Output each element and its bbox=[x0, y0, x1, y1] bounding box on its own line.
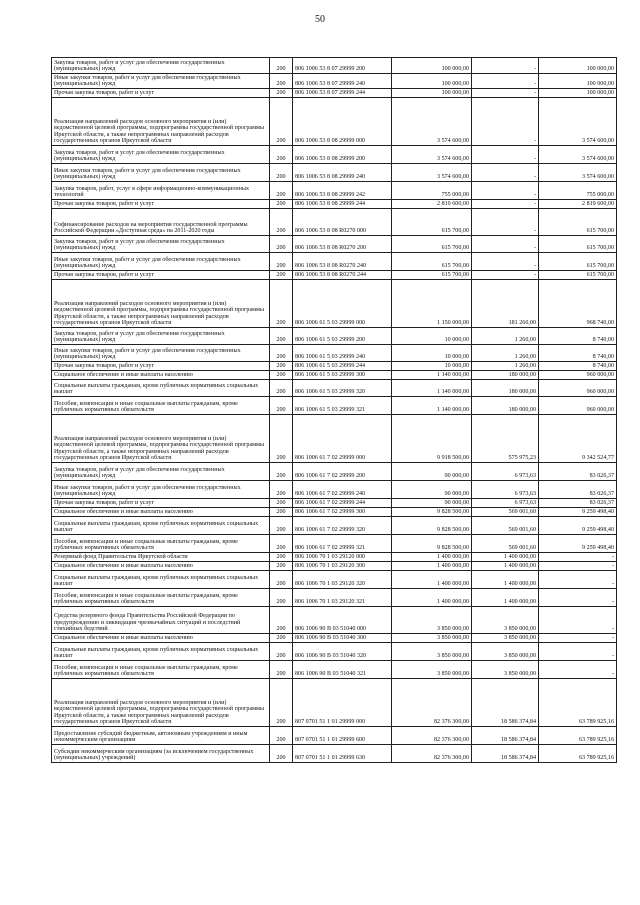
row-name: Средства резервного фонда Правительства Российской Федерации по предупреждению и ликвидации чрезвычайных ситуаций и последствий стихийных бедствий bbox=[52, 607, 270, 634]
row-remaining-amount: 615 700,00 bbox=[539, 253, 617, 271]
row-remaining-amount: 8 740,00 bbox=[539, 328, 617, 345]
row-approved-amount: 615 700,00 bbox=[392, 253, 472, 271]
row-classification: 806 1006 61 7 02 29999 244 bbox=[293, 499, 392, 508]
row-name: Закупка товаров, работ и услуг для обеспечения государственных (муниципальных) нужд bbox=[52, 146, 270, 164]
row-classification: 806 1006 53 8 07 29999 200 bbox=[293, 58, 392, 74]
row-classification: 806 1006 53 8 07 29999 244 bbox=[293, 89, 392, 98]
table-row bbox=[52, 253, 617, 271]
row-approved-amount: 3 574 600,00 bbox=[392, 98, 472, 146]
row-remaining-amount: - bbox=[539, 553, 617, 562]
row-remaining-amount: 8 740,00 bbox=[539, 362, 617, 371]
row-remaining-amount: 83 026,37 bbox=[539, 481, 617, 499]
row-remaining-amount: 9 259 498,40 bbox=[539, 517, 617, 535]
row-remaining-amount: 8 740,00 bbox=[539, 345, 617, 362]
table-row bbox=[52, 58, 617, 74]
row-name: Социальное обеспечение и иные выплаты населению bbox=[52, 634, 270, 643]
row-remaining-amount: - bbox=[539, 643, 617, 661]
row-classification: 806 1006 53 8 08 29999 000 bbox=[293, 98, 392, 146]
row-classification: 806 1006 61 5 03 29999 244 bbox=[293, 362, 392, 371]
row-approved-amount: 10 000,00 bbox=[392, 345, 472, 362]
page-number: 50 bbox=[315, 14, 325, 25]
table-row bbox=[52, 397, 617, 415]
row-classification: 806 1006 53 8 08 R0270 000 bbox=[293, 209, 392, 236]
table-row bbox=[52, 553, 617, 562]
row-classification: 806 1006 70 1 03 29120 321 bbox=[293, 589, 392, 607]
table-row bbox=[52, 508, 617, 517]
table-row bbox=[52, 328, 617, 345]
row-remaining-amount: 2 819 600,00 bbox=[539, 200, 617, 209]
table-row bbox=[52, 679, 617, 727]
row-code: 200 bbox=[270, 607, 293, 634]
row-approved-amount: 615 700,00 bbox=[392, 236, 472, 253]
table-row bbox=[52, 562, 617, 571]
row-name: Реализация направлений расходов основного мероприятия и (или) ведомственной целевой программы, подпрограммы государственной программы Иркутской области, а также непрограммных направлений расходов государственных органов Иркутской области bbox=[52, 280, 270, 328]
row-remaining-amount: 100 000,00 bbox=[539, 89, 617, 98]
row-remaining-amount: 960 000,00 bbox=[539, 397, 617, 415]
row-executed-amount: - bbox=[472, 236, 539, 253]
table-row bbox=[52, 74, 617, 89]
row-executed-amount: 1 260,00 bbox=[472, 328, 539, 345]
row-approved-amount: 1 140 000,00 bbox=[392, 397, 472, 415]
row-classification: 806 1006 53 8 08 R0270 240 bbox=[293, 253, 392, 271]
row-classification: 806 1006 70 1 03 29120 300 bbox=[293, 562, 392, 571]
row-code: 200 bbox=[270, 380, 293, 397]
row-approved-amount: 100 000,00 bbox=[392, 58, 472, 74]
row-approved-amount: 90 000,00 bbox=[392, 481, 472, 499]
row-code: 200 bbox=[270, 553, 293, 562]
table-row bbox=[52, 182, 617, 200]
table-row bbox=[52, 499, 617, 508]
row-remaining-amount: 3 574 600,00 bbox=[539, 98, 617, 146]
row-code: 200 bbox=[270, 571, 293, 589]
row-code: 200 bbox=[270, 589, 293, 607]
row-code: 200 bbox=[270, 745, 293, 763]
row-code: 200 bbox=[270, 463, 293, 481]
row-name: Социальное обеспечение и иные выплаты населению bbox=[52, 562, 270, 571]
row-classification: 806 1006 61 5 03 29999 321 bbox=[293, 397, 392, 415]
row-classification: 806 1006 70 1 03 29120 000 bbox=[293, 553, 392, 562]
row-approved-amount: 615 700,00 bbox=[392, 209, 472, 236]
row-name: Реализация направлений расходов основного мероприятия и (или) ведомственной целевой программы, подпрограммы государственной программы Иркутской области, а также непрограммных направлений расходов государственных органов Иркутской области bbox=[52, 679, 270, 727]
row-approved-amount: 90 000,00 bbox=[392, 499, 472, 508]
table-row bbox=[52, 98, 617, 146]
table-row bbox=[52, 89, 617, 98]
row-classification: 806 1006 90 В 03 51040 320 bbox=[293, 643, 392, 661]
table-row bbox=[52, 146, 617, 164]
table-row bbox=[52, 643, 617, 661]
row-executed-amount: 1 400 000,00 bbox=[472, 589, 539, 607]
row-name: Резервный фонд Правительства Иркутской области bbox=[52, 553, 270, 562]
row-name: Иные закупки товаров, работ и услуг для обеспечения государственных (муниципальных) нужд bbox=[52, 74, 270, 89]
row-approved-amount: 755 000,00 bbox=[392, 182, 472, 200]
row-approved-amount: 9 828 500,00 bbox=[392, 517, 472, 535]
row-name: Пособия, компенсации и иные социальные выплаты гражданам, кроме публичных нормативных обязательств bbox=[52, 661, 270, 679]
row-name: Социальные выплаты гражданам, кроме публичных нормативных социальных выплат bbox=[52, 643, 270, 661]
row-name: Закупка товаров, работ и услуг для обеспечения государственных (муниципальных) нужд bbox=[52, 58, 270, 74]
row-executed-amount: - bbox=[472, 146, 539, 164]
row-code: 200 bbox=[270, 508, 293, 517]
row-code: 200 bbox=[270, 481, 293, 499]
row-approved-amount: 3 850 000,00 bbox=[392, 643, 472, 661]
row-name: Иные закупки товаров, работ и услуг для обеспечения государственных (муниципальных) нужд bbox=[52, 345, 270, 362]
row-classification: 806 1006 53 8 07 29999 240 bbox=[293, 74, 392, 89]
row-approved-amount: 1 400 000,00 bbox=[392, 589, 472, 607]
row-code: 200 bbox=[270, 98, 293, 146]
row-code: 200 bbox=[270, 517, 293, 535]
row-name: Пособия, компенсации и иные социальные выплаты гражданам, кроме публичных нормативных обязательств bbox=[52, 397, 270, 415]
row-approved-amount: 1 400 000,00 bbox=[392, 562, 472, 571]
row-classification: 806 1006 53 8 08 R0270 200 bbox=[293, 236, 392, 253]
row-classification: 806 1006 61 7 02 29999 000 bbox=[293, 415, 392, 463]
row-classification: 806 1006 53 8 08 29999 240 bbox=[293, 164, 392, 182]
row-remaining-amount: - bbox=[539, 562, 617, 571]
row-code: 200 bbox=[270, 253, 293, 271]
row-executed-amount: - bbox=[472, 89, 539, 98]
row-approved-amount: 1 140 000,00 bbox=[392, 380, 472, 397]
row-classification: 806 1006 61 5 03 29999 000 bbox=[293, 280, 392, 328]
row-executed-amount: 1 260,00 bbox=[472, 362, 539, 371]
row-remaining-amount: 63 789 925,16 bbox=[539, 679, 617, 727]
row-remaining-amount: 100 000,00 bbox=[539, 58, 617, 74]
row-classification: 806 1006 53 8 08 29999 244 bbox=[293, 200, 392, 209]
row-classification: 806 1006 53 8 08 R0270 244 bbox=[293, 271, 392, 280]
row-code: 200 bbox=[270, 362, 293, 371]
row-name: Предоставление субсидий бюджетным, автономным учреждениям и иным некоммерческим организациям bbox=[52, 727, 270, 745]
row-code: 200 bbox=[270, 535, 293, 553]
row-approved-amount: 3 850 000,00 bbox=[392, 661, 472, 679]
row-code: 200 bbox=[270, 679, 293, 727]
row-classification: 806 1006 70 1 03 29120 320 bbox=[293, 571, 392, 589]
table-row bbox=[52, 517, 617, 535]
row-executed-amount: - bbox=[472, 209, 539, 236]
row-name: Социальные выплаты гражданам, кроме публичных нормативных социальных выплат bbox=[52, 517, 270, 535]
row-code: 200 bbox=[270, 562, 293, 571]
table-row bbox=[52, 236, 617, 253]
table-row bbox=[52, 463, 617, 481]
row-executed-amount: 18 586 374,84 bbox=[472, 745, 539, 763]
row-name: Закупка товаров, работ и услуг для обеспечения государственных (муниципальных) нужд bbox=[52, 328, 270, 345]
row-remaining-amount: 3 574 600,00 bbox=[539, 164, 617, 182]
row-name: Реализация направлений расходов основного мероприятия и (или) ведомственной целевой программы, подпрограммы государственной программы Иркутской области, а также непрограммных направлений расходов государственных органов Иркутской области bbox=[52, 415, 270, 463]
row-remaining-amount: 615 700,00 bbox=[539, 209, 617, 236]
row-approved-amount: 10 000,00 bbox=[392, 328, 472, 345]
row-name: Закупка товаров, работ, услуг в сфере информационно-коммуникационных технологий bbox=[52, 182, 270, 200]
row-approved-amount: 1 140 000,00 bbox=[392, 371, 472, 380]
row-remaining-amount: 63 789 925,16 bbox=[539, 745, 617, 763]
row-classification: 807 0701 51 1 01 29999 600 bbox=[293, 727, 392, 745]
row-approved-amount: 2 819 600,00 bbox=[392, 200, 472, 209]
table-row bbox=[52, 661, 617, 679]
row-executed-amount: 180 000,00 bbox=[472, 380, 539, 397]
row-remaining-amount: - bbox=[539, 607, 617, 634]
table-row bbox=[52, 481, 617, 499]
row-remaining-amount: 83 026,37 bbox=[539, 499, 617, 508]
row-code: 200 bbox=[270, 727, 293, 745]
row-approved-amount: 9 918 500,00 bbox=[392, 415, 472, 463]
table-row bbox=[52, 571, 617, 589]
row-remaining-amount: 9 259 498,40 bbox=[539, 535, 617, 553]
row-code: 200 bbox=[270, 236, 293, 253]
row-executed-amount: - bbox=[472, 98, 539, 146]
row-executed-amount: 18 586 374,84 bbox=[472, 679, 539, 727]
row-executed-amount: 6 973,63 bbox=[472, 463, 539, 481]
row-code: 200 bbox=[270, 146, 293, 164]
row-approved-amount: 100 000,00 bbox=[392, 74, 472, 89]
row-name: Пособия, компенсации и иные социальные выплаты гражданам, кроме публичных нормативных обязательств bbox=[52, 535, 270, 553]
row-code: 200 bbox=[270, 345, 293, 362]
row-code: 200 bbox=[270, 634, 293, 643]
table-row bbox=[52, 200, 617, 209]
row-code: 200 bbox=[270, 328, 293, 345]
row-remaining-amount: 615 700,00 bbox=[539, 271, 617, 280]
row-classification: 806 1006 53 8 08 29999 200 bbox=[293, 146, 392, 164]
row-approved-amount: 1 400 000,00 bbox=[392, 571, 472, 589]
row-code: 200 bbox=[270, 397, 293, 415]
row-remaining-amount: - bbox=[539, 661, 617, 679]
row-name: Прочая закупка товаров, работ и услуг bbox=[52, 362, 270, 371]
row-approved-amount: 3 574 600,00 bbox=[392, 164, 472, 182]
row-approved-amount: 10 000,00 bbox=[392, 362, 472, 371]
row-classification: 806 1006 53 8 08 29999 242 bbox=[293, 182, 392, 200]
row-classification: 806 1006 90 В 03 51040 300 bbox=[293, 634, 392, 643]
row-remaining-amount: - bbox=[539, 634, 617, 643]
row-classification: 806 1006 90 В 03 51040 000 bbox=[293, 607, 392, 634]
table-row bbox=[52, 535, 617, 553]
row-code: 200 bbox=[270, 371, 293, 380]
table-row bbox=[52, 589, 617, 607]
table-row bbox=[52, 209, 617, 236]
table-row bbox=[52, 271, 617, 280]
table-row bbox=[52, 634, 617, 643]
row-executed-amount: 181 260,00 bbox=[472, 280, 539, 328]
row-approved-amount: 82 376 300,00 bbox=[392, 679, 472, 727]
row-name: Иные закупки товаров, работ и услуг для обеспечения государственных (муниципальных) нужд bbox=[52, 481, 270, 499]
row-code: 200 bbox=[270, 209, 293, 236]
table-row bbox=[52, 362, 617, 371]
row-executed-amount: - bbox=[472, 182, 539, 200]
row-classification: 806 1006 61 7 02 29999 300 bbox=[293, 508, 392, 517]
row-approved-amount: 90 000,00 bbox=[392, 463, 472, 481]
row-executed-amount: - bbox=[472, 271, 539, 280]
row-executed-amount: 3 850 000,00 bbox=[472, 643, 539, 661]
row-classification: 806 1006 61 5 03 29999 300 bbox=[293, 371, 392, 380]
table-row bbox=[52, 745, 617, 763]
row-classification: 806 1006 61 7 02 29999 321 bbox=[293, 535, 392, 553]
row-executed-amount: 18 586 374,84 bbox=[472, 727, 539, 745]
row-executed-amount: - bbox=[472, 58, 539, 74]
row-executed-amount: 575 975,23 bbox=[472, 415, 539, 463]
row-executed-amount: 569 001,60 bbox=[472, 517, 539, 535]
row-remaining-amount: - bbox=[539, 571, 617, 589]
row-executed-amount: 1 400 000,00 bbox=[472, 562, 539, 571]
row-name: Социальные выплаты гражданам, кроме публичных нормативных социальных выплат bbox=[52, 571, 270, 589]
table-row bbox=[52, 415, 617, 463]
row-code: 200 bbox=[270, 643, 293, 661]
row-executed-amount: 6 973,63 bbox=[472, 499, 539, 508]
row-executed-amount: 1 260,00 bbox=[472, 345, 539, 362]
row-remaining-amount: 968 740,00 bbox=[539, 280, 617, 328]
row-approved-amount: 3 574 600,00 bbox=[392, 146, 472, 164]
table-row bbox=[52, 380, 617, 397]
row-name: Прочая закупка товаров, работ и услуг bbox=[52, 499, 270, 508]
table-row bbox=[52, 607, 617, 634]
row-classification: 806 1006 61 7 02 29999 320 bbox=[293, 517, 392, 535]
row-remaining-amount: 83 026,37 bbox=[539, 463, 617, 481]
row-approved-amount: 3 850 000,00 bbox=[392, 607, 472, 634]
row-name: Закупка товаров, работ и услуг для обеспечения государственных (муниципальных) нужд bbox=[52, 236, 270, 253]
row-executed-amount: 3 850 000,00 bbox=[472, 634, 539, 643]
row-classification: 806 1006 61 7 02 29999 200 bbox=[293, 463, 392, 481]
table-row bbox=[52, 164, 617, 182]
row-executed-amount: 180 000,00 bbox=[472, 397, 539, 415]
row-approved-amount: 82 376 300,00 bbox=[392, 727, 472, 745]
row-name: Иные закупки товаров, работ и услуг для обеспечения государственных (муниципальных) нужд bbox=[52, 164, 270, 182]
row-classification: 806 1006 61 7 02 29999 240 bbox=[293, 481, 392, 499]
row-remaining-amount: 9 342 524,77 bbox=[539, 415, 617, 463]
row-code: 200 bbox=[270, 74, 293, 89]
row-name: Прочая закупка товаров, работ и услуг bbox=[52, 89, 270, 98]
row-approved-amount: 9 828 500,00 bbox=[392, 535, 472, 553]
row-name: Социальные выплаты гражданам, кроме публичных нормативных социальных выплат bbox=[52, 380, 270, 397]
row-approved-amount: 100 000,00 bbox=[392, 89, 472, 98]
budget-table-body bbox=[52, 58, 617, 763]
row-name: Софинансирование расходов на мероприятия государственной программы Российской Федерации «Доступная среда» на 2011-2020 годы bbox=[52, 209, 270, 236]
row-code: 200 bbox=[270, 58, 293, 74]
row-executed-amount: - bbox=[472, 253, 539, 271]
row-code: 200 bbox=[270, 182, 293, 200]
row-classification: 806 1006 61 5 03 29999 240 bbox=[293, 345, 392, 362]
budget-table bbox=[51, 57, 617, 763]
row-classification: 807 0701 51 1 01 29999 630 bbox=[293, 745, 392, 763]
row-executed-amount: 3 850 000,00 bbox=[472, 661, 539, 679]
row-code: 200 bbox=[270, 164, 293, 182]
row-executed-amount: 3 850 000,00 bbox=[472, 607, 539, 634]
row-executed-amount: 569 001,60 bbox=[472, 535, 539, 553]
row-remaining-amount: 63 789 925,16 bbox=[539, 727, 617, 745]
row-name: Пособия, компенсации и иные социальные выплаты гражданам, кроме публичных нормативных обязательств bbox=[52, 589, 270, 607]
row-executed-amount: - bbox=[472, 74, 539, 89]
row-name: Социальное обеспечение и иные выплаты населению bbox=[52, 508, 270, 517]
row-approved-amount: 1 400 000,00 bbox=[392, 553, 472, 562]
row-remaining-amount: 755 000,00 bbox=[539, 182, 617, 200]
row-executed-amount: 180 000,00 bbox=[472, 371, 539, 380]
row-classification: 807 0701 51 1 01 29999 000 bbox=[293, 679, 392, 727]
row-name: Субсидии некоммерческим организациям (за исключением государственных (муниципальных) учреждений) bbox=[52, 745, 270, 763]
row-approved-amount: 615 700,00 bbox=[392, 271, 472, 280]
row-executed-amount: - bbox=[472, 164, 539, 182]
row-name: Прочая закупка товаров, работ и услуг bbox=[52, 271, 270, 280]
row-name: Реализация направлений расходов основного мероприятия и (или) ведомственной целевой программы, подпрограммы государственной программы Иркутской области, а также непрограммных направлений расходов государственных органов Иркутской области bbox=[52, 98, 270, 146]
row-remaining-amount: 100 000,00 bbox=[539, 74, 617, 89]
table-row bbox=[52, 280, 617, 328]
row-classification: 806 1006 61 5 03 29999 200 bbox=[293, 328, 392, 345]
row-code: 200 bbox=[270, 200, 293, 209]
row-name: Иные закупки товаров, работ и услуг для обеспечения государственных (муниципальных) нужд bbox=[52, 253, 270, 271]
row-name: Социальное обеспечение и иные выплаты населению bbox=[52, 371, 270, 380]
row-code: 200 bbox=[270, 271, 293, 280]
row-executed-amount: 1 400 000,00 bbox=[472, 571, 539, 589]
row-remaining-amount: 960 000,00 bbox=[539, 371, 617, 380]
row-approved-amount: 3 850 000,00 bbox=[392, 634, 472, 643]
row-code: 200 bbox=[270, 499, 293, 508]
row-remaining-amount: 615 700,00 bbox=[539, 236, 617, 253]
table-row bbox=[52, 345, 617, 362]
row-executed-amount: 6 973,63 bbox=[472, 481, 539, 499]
row-remaining-amount: 960 000,00 bbox=[539, 380, 617, 397]
row-remaining-amount: - bbox=[539, 589, 617, 607]
table-row bbox=[52, 371, 617, 380]
row-approved-amount: 1 150 000,00 bbox=[392, 280, 472, 328]
row-executed-amount: - bbox=[472, 200, 539, 209]
row-name: Закупка товаров, работ и услуг для обеспечения государственных (муниципальных) нужд bbox=[52, 463, 270, 481]
row-code: 200 bbox=[270, 280, 293, 328]
row-remaining-amount: 9 259 498,40 bbox=[539, 508, 617, 517]
row-classification: 806 1006 90 В 03 51040 321 bbox=[293, 661, 392, 679]
row-code: 200 bbox=[270, 89, 293, 98]
row-remaining-amount: 3 574 600,00 bbox=[539, 146, 617, 164]
row-name: Прочая закупка товаров, работ и услуг bbox=[52, 200, 270, 209]
row-executed-amount: 1 400 000,00 bbox=[472, 553, 539, 562]
row-code: 200 bbox=[270, 661, 293, 679]
row-approved-amount: 9 828 500,00 bbox=[392, 508, 472, 517]
table-row bbox=[52, 727, 617, 745]
row-approved-amount: 82 376 300,00 bbox=[392, 745, 472, 763]
row-executed-amount: 569 001,60 bbox=[472, 508, 539, 517]
row-code: 200 bbox=[270, 415, 293, 463]
row-classification: 806 1006 61 5 03 29999 320 bbox=[293, 380, 392, 397]
